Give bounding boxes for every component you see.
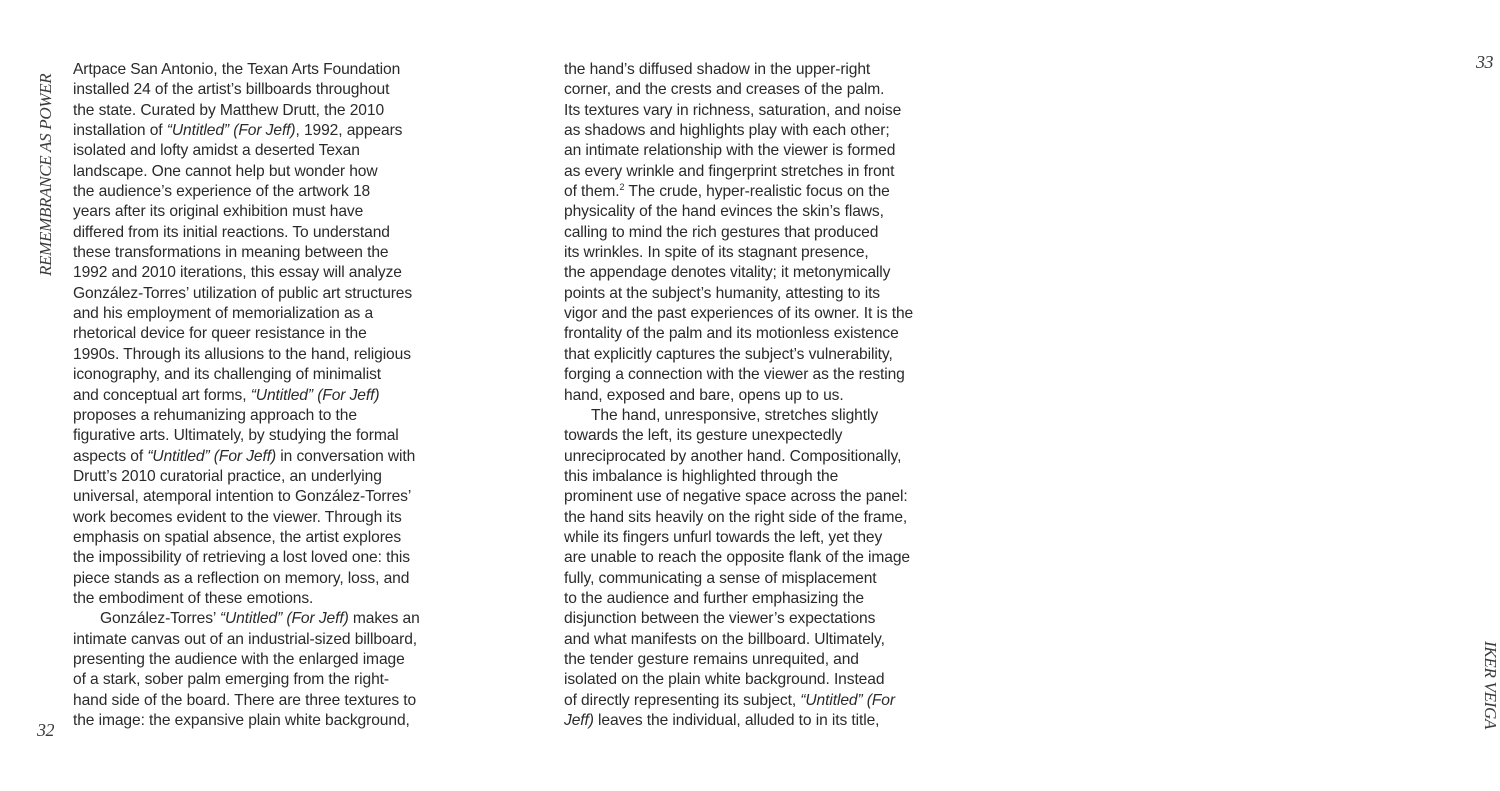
artwork-title: “Untitled” (For Jeff) bbox=[250, 386, 380, 404]
right-page bbox=[512, 0, 1500, 791]
running-head-title: REMEMBRANCE AS POWER bbox=[36, 73, 55, 276]
text-line bbox=[564, 80, 952, 100]
text-line bbox=[73, 569, 461, 589]
line-text: corner, and the crests and creases of the palm. bbox=[564, 81, 885, 99]
text-line bbox=[564, 202, 952, 222]
line-text: installation of bbox=[73, 122, 167, 140]
line-text: Drutt’s 2010 curatorial practice, an underlying bbox=[73, 467, 382, 485]
text-line bbox=[73, 487, 461, 507]
text-line bbox=[564, 691, 952, 711]
line-text: points at the subject’s humanity, attesting to its bbox=[564, 284, 881, 302]
text-line bbox=[564, 386, 952, 406]
text-line bbox=[564, 406, 952, 426]
text-line bbox=[73, 243, 461, 263]
line-text: makes an bbox=[348, 610, 420, 628]
line-text: rhetorical device for queer resistance in the bbox=[73, 325, 367, 343]
artwork-title: Jeff) bbox=[564, 712, 594, 729]
text-line bbox=[73, 609, 461, 629]
text-line bbox=[73, 162, 461, 182]
text-line bbox=[73, 304, 461, 324]
line-text: , 1992, appears bbox=[295, 122, 403, 140]
text-line bbox=[564, 162, 952, 182]
line-text: of directly representing its subject, bbox=[564, 691, 801, 709]
artwork-title: “Untitled” (For Jeff) bbox=[147, 447, 277, 465]
line-text: 1992 and 2010 iterations, this essay will analyze bbox=[73, 264, 402, 282]
line-text: the embodiment of these emotions. bbox=[73, 589, 314, 607]
line-text: these transformations in meaning between the bbox=[73, 244, 389, 262]
line-text: iconography, and its challenging of minimalist bbox=[73, 366, 382, 384]
line-text: the hand sits heavily on the right side of the frame, bbox=[564, 508, 908, 526]
artwork-title: “Untitled” (For Jeff) bbox=[166, 122, 296, 140]
line-text: the state. Curated by Matthew Drutt, the 2010 bbox=[73, 101, 385, 119]
line-text: isolated on the plain white background. Instead bbox=[564, 671, 885, 689]
line-text: universal, atemporal intention to González-Torres’ bbox=[73, 488, 412, 506]
right-page-text-column bbox=[564, 60, 952, 731]
text-line bbox=[73, 508, 461, 528]
text-line bbox=[73, 80, 461, 100]
text-line bbox=[73, 263, 461, 283]
left-page-text-column bbox=[73, 60, 461, 731]
line-text: hand side of the board. There are three textures to bbox=[73, 691, 417, 709]
text-line bbox=[564, 243, 952, 263]
text-line bbox=[564, 548, 952, 568]
text-line bbox=[564, 589, 952, 609]
text-line bbox=[564, 711, 952, 731]
text-line bbox=[73, 630, 461, 650]
text-line bbox=[73, 345, 461, 365]
text-line bbox=[73, 101, 461, 121]
text-line bbox=[73, 202, 461, 222]
line-text: intimate canvas out of an industrial-sized billboard, bbox=[73, 630, 418, 648]
text-line bbox=[73, 447, 461, 467]
text-line bbox=[564, 447, 952, 467]
line-text: an intimate relationship with the viewer is formed bbox=[564, 142, 896, 160]
text-line bbox=[73, 670, 461, 690]
text-line bbox=[73, 426, 461, 446]
text-line bbox=[564, 304, 952, 324]
line-text: the tender gesture remains unrequited, and bbox=[564, 650, 859, 668]
line-text: leaves the individual, alluded to in its title, bbox=[593, 712, 880, 729]
running-head-author: IKER VEIGA bbox=[1481, 641, 1500, 730]
text-line bbox=[73, 548, 461, 568]
line-text: the appendage denotes vitality; it metonymically bbox=[564, 264, 891, 282]
line-text: installed 24 of the artist’s billboards throughout bbox=[73, 81, 390, 99]
text-line bbox=[564, 60, 952, 80]
text-line bbox=[564, 670, 952, 690]
line-text: unreciprocated by another hand. Compositionally, bbox=[564, 447, 902, 465]
line-text: and his employment of memorialization as a bbox=[73, 305, 374, 323]
line-text: figurative arts. Ultimately, by studying the formal bbox=[73, 427, 399, 445]
text-line bbox=[564, 324, 952, 344]
text-line bbox=[564, 569, 952, 589]
line-text: as every wrinkle and fingerprint stretches in front bbox=[564, 162, 895, 180]
line-text: 1990s. Through its allusions to the hand, religious bbox=[73, 345, 411, 363]
line-text: The hand, unresponsive, stretches slightly bbox=[591, 406, 879, 424]
text-line bbox=[73, 650, 461, 670]
text-line bbox=[73, 528, 461, 548]
text-line bbox=[73, 406, 461, 426]
text-line bbox=[73, 223, 461, 243]
line-text: aspects of bbox=[73, 447, 148, 465]
text-line bbox=[564, 345, 952, 365]
artwork-title: “Untitled” (For bbox=[800, 691, 895, 709]
line-text: are unable to reach the opposite flank of the image bbox=[564, 549, 910, 567]
text-line bbox=[73, 589, 461, 609]
text-line bbox=[564, 609, 952, 629]
page-number-left: 32 bbox=[37, 720, 54, 740]
text-line bbox=[73, 365, 461, 385]
line-text: González-Torres’ utilization of public art structures bbox=[73, 284, 413, 302]
line-text: isolated and lofty amidst a deserted Texan bbox=[73, 142, 360, 160]
line-text: in conversation with bbox=[276, 447, 416, 465]
text-line bbox=[564, 365, 952, 385]
text-line bbox=[564, 121, 952, 141]
line-text: this imbalance is highlighted through the bbox=[564, 467, 839, 485]
text-line bbox=[73, 711, 461, 731]
line-text: work becomes evident to the viewer. Through its bbox=[73, 508, 402, 526]
text-line bbox=[73, 60, 461, 80]
text-line bbox=[564, 263, 952, 283]
line-text: vigor and the past experiences of its owner. It is the bbox=[564, 305, 914, 323]
line-text: physicality of the hand evinces the skin’s flaws, bbox=[564, 203, 884, 221]
line-text: and what manifests on the billboard. Ultimately, bbox=[564, 630, 885, 648]
line-text: landscape. One cannot help but wonder how bbox=[73, 162, 378, 180]
text-line bbox=[564, 223, 952, 243]
line-text: disjunction between the viewer’s expectations bbox=[564, 610, 876, 628]
line-text: fully, communicating a sense of misplacement bbox=[564, 569, 877, 587]
text-line bbox=[564, 101, 952, 121]
text-line bbox=[564, 630, 952, 650]
line-text: calling to mind the rich gestures that produced bbox=[564, 223, 879, 241]
text-line bbox=[73, 324, 461, 344]
line-text: Artpace San Antonio, the Texan Arts Foundation bbox=[73, 61, 401, 78]
text-line bbox=[564, 467, 952, 487]
page-number-right: 33 bbox=[1476, 52, 1493, 72]
line-text: to the audience and further emphasizing the bbox=[564, 589, 864, 607]
line-text: that explicitly captures the subject’s vulnerability, bbox=[564, 345, 893, 363]
text-line bbox=[564, 284, 952, 304]
left-page bbox=[0, 0, 512, 791]
line-text: years after its original exhibition must have bbox=[73, 203, 364, 221]
line-text: its wrinkles. In spite of its stagnant presence, bbox=[564, 244, 869, 262]
footnote-reference[interactable]: 2 bbox=[619, 182, 625, 193]
line-text: the impossibility of retrieving a lost loved one: this bbox=[73, 549, 410, 567]
line-text: while its fingers unfurl towards the left, yet they bbox=[564, 528, 883, 546]
text-line bbox=[564, 141, 952, 161]
line-text: González-Torres’ bbox=[100, 610, 220, 628]
line-text: of a stark, sober palm emerging from the right- bbox=[73, 671, 389, 689]
line-text: hand, exposed and bare, opens up to us. bbox=[564, 386, 844, 404]
line-text: presenting the audience with the enlarged image bbox=[73, 650, 405, 668]
line-text: the image: the expansive plain white background, bbox=[73, 712, 410, 729]
line-text: forging a connection with the viewer as the resting bbox=[564, 366, 905, 384]
text-line bbox=[564, 528, 952, 548]
text-line bbox=[564, 182, 952, 202]
line-text: differed from its initial reactions. To understand bbox=[73, 223, 390, 241]
text-line bbox=[73, 691, 461, 711]
line-text: emphasis on spatial absence, the artist explores bbox=[73, 528, 402, 546]
line-text: prominent use of negative space across the panel: bbox=[564, 488, 908, 506]
text-line bbox=[73, 141, 461, 161]
text-line bbox=[564, 426, 952, 446]
text-line bbox=[564, 650, 952, 670]
line-text: the hand’s diffused shadow in the upper-right bbox=[564, 61, 871, 78]
text-line bbox=[73, 121, 461, 141]
line-text: and conceptual art forms, bbox=[73, 386, 251, 404]
line-text: frontality of the palm and its motionless existence bbox=[564, 325, 899, 343]
line-text: as shadows and highlights play with each other; bbox=[564, 122, 890, 140]
text-line bbox=[564, 508, 952, 528]
line-text: proposes a rehumanizing approach to the bbox=[73, 406, 357, 424]
line-text: towards the left, its gesture unexpectedly bbox=[564, 427, 843, 445]
text-line bbox=[73, 284, 461, 304]
text-line bbox=[73, 182, 461, 202]
line-text: piece stands as a reflection on memory, loss, and bbox=[73, 569, 410, 587]
line-text: The crude, hyper-realistic focus on the bbox=[624, 183, 890, 201]
line-text: Its textures vary in richness, saturation, and noise bbox=[564, 101, 902, 119]
text-line bbox=[73, 467, 461, 487]
text-line bbox=[73, 386, 461, 406]
line-text: the audience’s experience of the artwork 18 bbox=[73, 183, 371, 201]
artwork-title: “Untitled” (For Jeff) bbox=[219, 610, 349, 628]
line-text: of them. bbox=[564, 183, 620, 201]
text-line bbox=[564, 487, 952, 507]
